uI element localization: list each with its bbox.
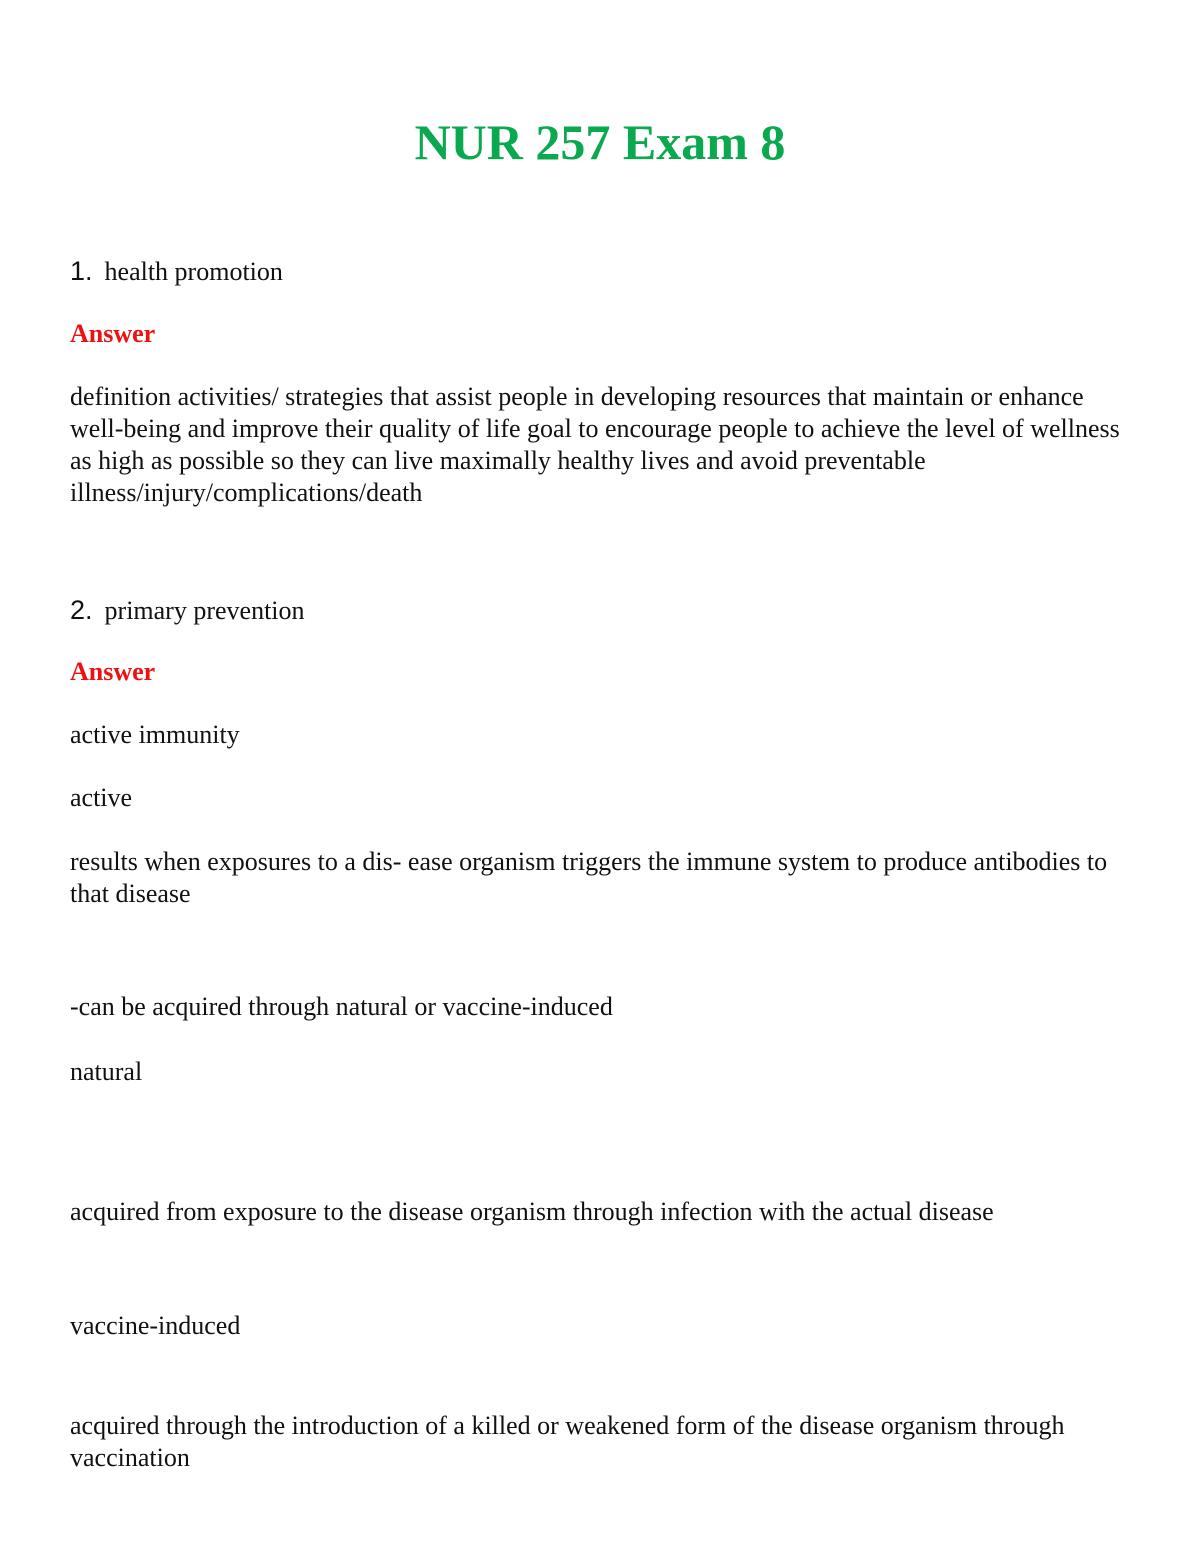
answer-text: vaccine-induced [70, 1311, 241, 1340]
answer-text: natural [70, 1057, 143, 1086]
answer-label: Answer [70, 657, 156, 686]
question-1 [70, 255, 1140, 288]
answer-text: acquired through the introduction of a killed or weakened form of the disease organism through vaccination [70, 1411, 1065, 1472]
answer-text: results when exposures to a dis- ease organism triggers the immune system to produce antibodies to that disease [70, 847, 1108, 908]
question-number: 1. [70, 256, 93, 286]
answer-text: active immunity [70, 720, 240, 749]
answer-text: acquired from exposure to the disease organism through infection with the actual disease [70, 1197, 994, 1226]
page-title: NUR 257 Exam 8 [414, 114, 786, 170]
question-number: 2. [70, 595, 93, 625]
question-2 [70, 594, 1140, 627]
answer-label: Answer [70, 319, 156, 348]
question-term: primary prevention [104, 596, 305, 625]
answer-text: -can be acquired through natural or vaccine-induced [70, 992, 613, 1021]
question-term: health promotion [104, 257, 283, 286]
answer-text: definition activities/ strategies that assist people in developing resources that maintain or enhance well-being and improve their quality of life goal to encourage people to achieve the level of wellness as high as possible so they can live maximally healthy lives and avoid preventable illness/injury/complications/death [70, 382, 1120, 507]
answer-text: active [70, 783, 133, 812]
